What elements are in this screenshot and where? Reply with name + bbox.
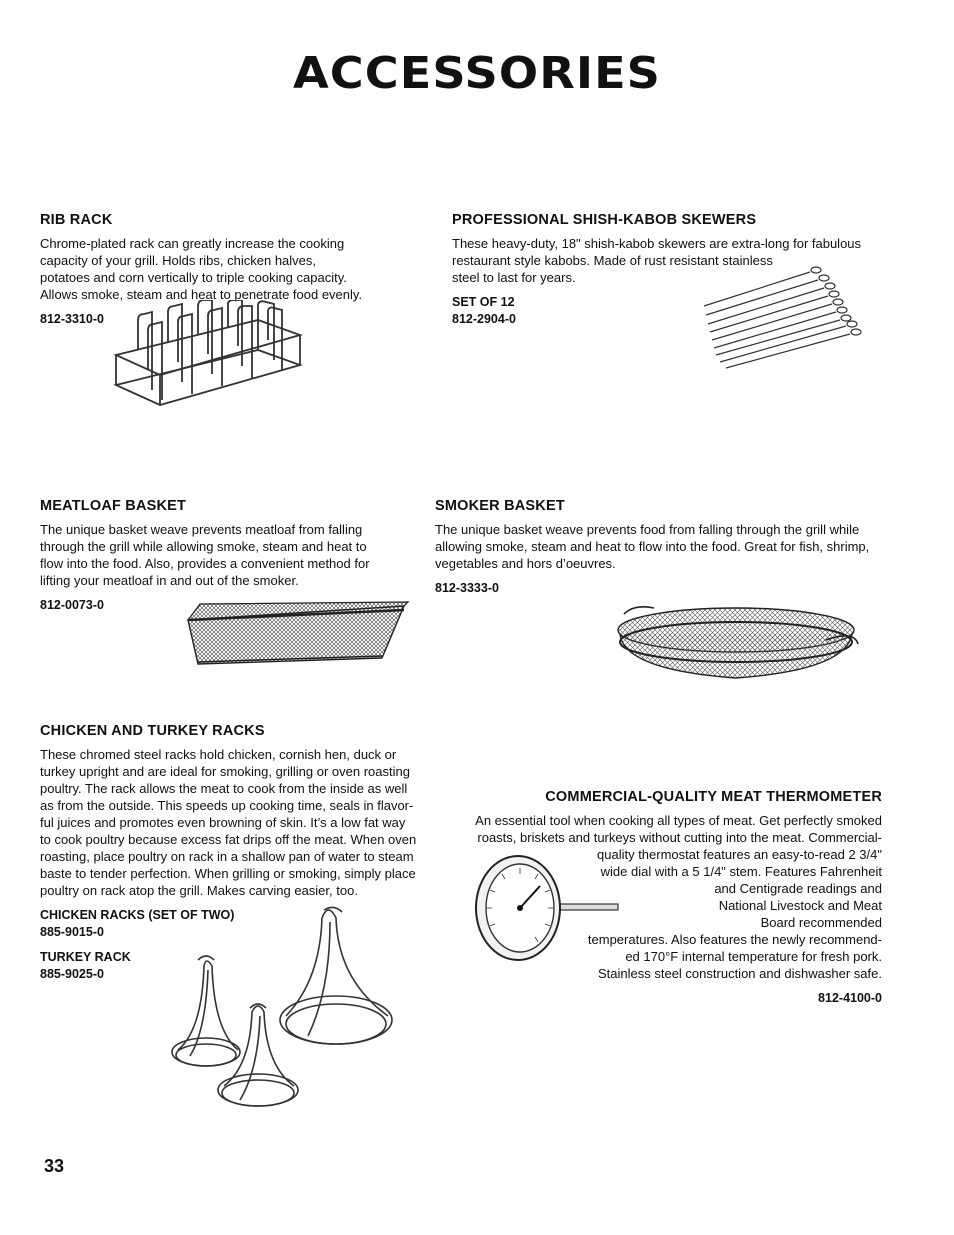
description-line: wide dial with a 5 1/4" stem. Features Fahrenheit [600, 864, 882, 879]
description-line: Allows smoke, steam and heat to penetrate food evenly. [40, 287, 363, 302]
rib-rack-part-number: 812-3310-0 [40, 312, 104, 326]
meatloaf-basket-illustration [182, 600, 410, 668]
description-line: to cook poultry because excess fat drips off the meat. When oven [40, 832, 417, 847]
smoker-basket-part-number: 812-3333-0 [435, 581, 499, 595]
description-line: ful juices and promotes even browning of skin. It’s a low fat way [40, 815, 406, 830]
smoker-basket-heading: SMOKER BASKET [435, 498, 565, 514]
meatloaf-basket-part-number: 812-0073-0 [40, 598, 104, 612]
description-line: Stainless steel construction and dishwasher safe. [598, 966, 882, 981]
description-line: Board recommended [760, 915, 882, 930]
description-line: lifting your meatloaf in and out of the smoker. [40, 573, 299, 588]
description-line: through the grill while allowing smoke, steam and heat to [40, 539, 367, 554]
poultry-racks-illustration [168, 900, 400, 1122]
turkey-rack-part-number: 885-9025-0 [40, 967, 104, 981]
description-line: These chromed steel racks hold chicken, cornish hen, duck or [40, 747, 397, 762]
description-line: vegetables and hors d’oeuvres. [435, 556, 616, 571]
description-line: The unique basket weave prevents food from falling through the grill while [435, 522, 860, 537]
description-line: allowing smoke, steam and heat to flow into the food. Great for fish, shrimp, [435, 539, 870, 554]
description-line: potatoes and corn vertically to triple cooking capacity. [40, 270, 347, 285]
skewers-part-number: 812-2904-0 [452, 312, 516, 326]
poultry-racks-heading: CHICKEN AND TURKEY RACKS [40, 723, 265, 739]
smoker-basket-description [435, 521, 915, 572]
skewers-illustration [700, 260, 865, 372]
description-line: baste to tender perfection. When grilling or smoking, simply place [40, 866, 416, 881]
skewers-set-label: SET OF 12 [452, 295, 515, 309]
description-line: National Livestock and Meat [718, 898, 882, 913]
rib-rack-heading: RIB RACK [40, 212, 113, 228]
description-line: ed 170°F internal temperature for fresh pork. [625, 949, 882, 964]
meatloaf-basket-description [40, 521, 430, 589]
poultry-racks-description [40, 746, 440, 899]
chicken-racks-part-number: 885-9015-0 [40, 925, 104, 939]
description-line: poultry. The rack allows the meat to cook from the inside as well [40, 781, 408, 796]
rib-rack-illustration [108, 300, 308, 415]
skewers-heading: PROFESSIONAL SHISH-KABOB SKEWERS [452, 212, 757, 228]
rib-rack-description [40, 235, 430, 303]
description-line: roasts, briskets and turkeys without cutting into the meat. Commercial- [477, 830, 882, 845]
meatloaf-basket-heading: MEATLOAF BASKET [40, 498, 187, 514]
description-line: The unique basket weave prevents meatloaf from falling [40, 522, 363, 537]
description-line: quality thermostat features an easy-to-read 2 3/4" [597, 847, 882, 862]
chicken-racks-label: CHICKEN RACKS (SET OF TWO) [40, 908, 235, 922]
description-line: flow into the food. Also, provides a convenient method for [40, 556, 370, 571]
thermometer-part-number: 812-4100-0 [818, 991, 882, 1005]
description-line: turkey upright and are ideal for smoking, grilling or oven roasting [40, 764, 410, 779]
page-number: 33 [44, 1156, 65, 1176]
smoker-basket-illustration [610, 600, 862, 686]
description-line: restaurant style kabobs. Made of rust resistant stainless [452, 253, 773, 268]
description-line: poultry on rack atop the grill. Makes carving easier, too. [40, 883, 358, 898]
meatloaf-basket-section [40, 497, 430, 614]
description-line: roasting, place poultry on rack in a shallow pan of water to steam [40, 849, 414, 864]
description-line: These heavy-duty, 18" shish-kabob skewers are extra-long for fabulous [452, 236, 862, 251]
description-line: capacity of your grill. Holds ribs, chicken halves, [40, 253, 317, 268]
thermometer-heading: COMMERCIAL-QUALITY MEAT THERMOMETER [545, 789, 882, 805]
description-line: temperatures. Also features the newly recommend- [587, 932, 882, 947]
page-title: ACCESSORIES [292, 48, 662, 99]
description-line: steel to last for years. [452, 270, 576, 285]
description-line: as from the outside. This speeds up cooking time, seals in flavor- [40, 798, 414, 813]
description-line: and Centigrade readings and [714, 881, 882, 896]
smoker-basket-section [435, 497, 915, 597]
description-line: An essential tool when cooking all types of meat. Get perfectly smoked [475, 813, 882, 828]
thermometer-illustration [470, 850, 620, 966]
description-line: Chrome-plated rack can greatly increase the cooking [40, 236, 345, 251]
turkey-rack-label: TURKEY RACK [40, 950, 131, 964]
